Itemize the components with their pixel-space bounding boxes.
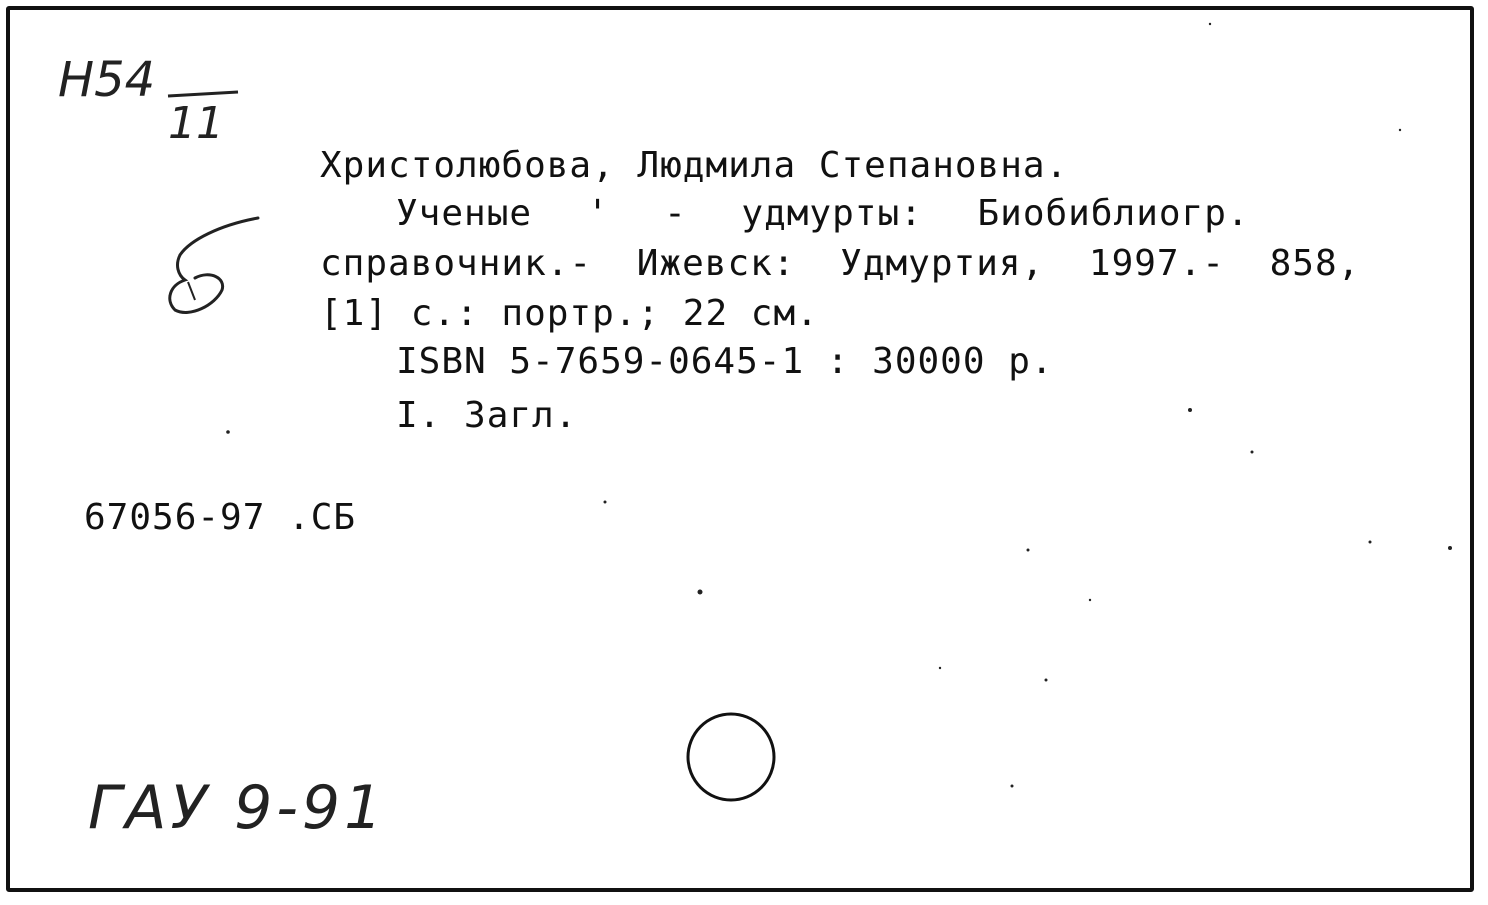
card-number: 67056-97 .СБ bbox=[84, 497, 357, 538]
author-heading: Христолюбова, Людмила Степановна. bbox=[320, 145, 1069, 186]
isbn-line: ISBN 5-7659-0645-1 : 30000 р. bbox=[396, 341, 1054, 382]
shelf-mark-main: Н54 bbox=[58, 52, 156, 108]
title-line: Ученые ' - удмурты: Биобиблиогр. bbox=[396, 193, 1250, 234]
tracing-line: I. Загл. bbox=[396, 395, 578, 436]
scan-speckles bbox=[0, 0, 1, 1]
bottom-handwritten-note: ГАУ 9-91 bbox=[88, 773, 387, 843]
collation-line: [1] с.: портр.; 22 см. bbox=[320, 293, 819, 334]
imprint-line: справочник.- Ижевск: Удмуртия, 1997.- 858, bbox=[320, 243, 1361, 284]
shelf-mark-denominator: 11 bbox=[168, 98, 224, 149]
catalog-card bbox=[6, 6, 1474, 892]
